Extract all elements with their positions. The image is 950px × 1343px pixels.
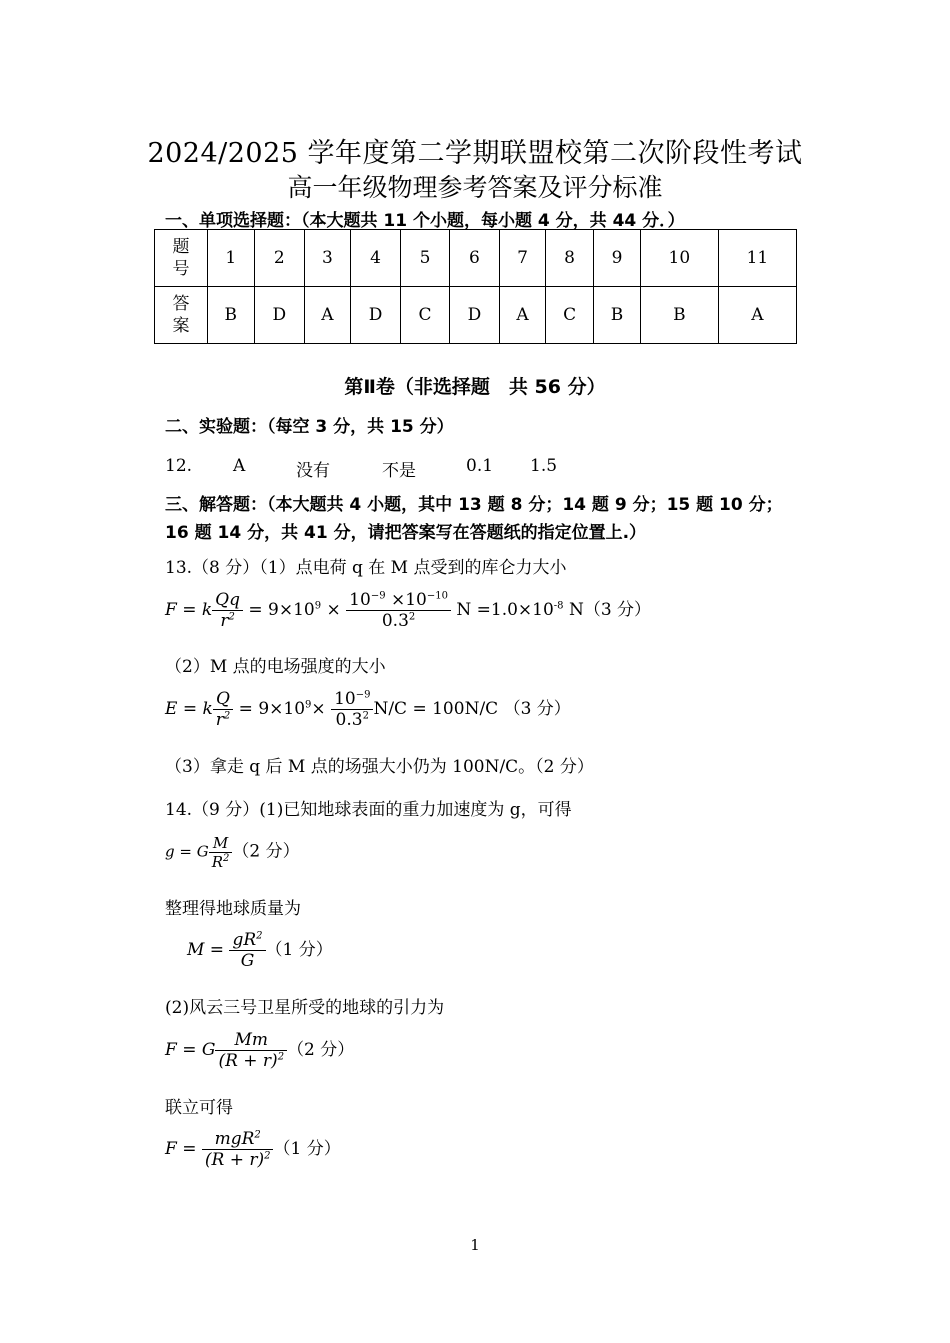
row-label-number: 题号 (155, 230, 208, 287)
table-cell: C (545, 287, 593, 344)
answer-table (154, 229, 797, 344)
row-label-answer: 答案 (155, 287, 208, 344)
q12-answer-1: A (233, 456, 246, 476)
q12-answer-2: 没有 (296, 461, 330, 481)
table-cell: 4 (350, 230, 400, 287)
section3-heading-line1: 三、解答题：（本大题共 4 小题，其中 13 题 8 分；14 题 9 分；15 题 10 分； (165, 495, 783, 515)
table-cell: 6 (449, 230, 499, 287)
q12-number: 12. (165, 456, 193, 476)
table-cell: A (305, 287, 351, 344)
table-cell: A (718, 287, 796, 344)
table-cell: 5 (401, 230, 449, 287)
table-cell: A (500, 287, 546, 344)
q14-f4-score: （1 分） (273, 1139, 341, 1159)
answer-sheet-page: 2024/2025 学年度第二学期联盟校第二次阶段性考试 高一年级物理参考答案及评分标准 一、单项选择题：（本大题共 11 个小题，每小题 4 分，共 44 分．） 题号 1 2 3 4 5 6 7 8 9 10 11 答案 B D A D C D A C B B A 第Ⅱ卷（非选择题 共 56 分） 二、实验题：（每空 3 分，共 15 分） 12. A 没有 不是 0.1 1.5 三、解答题：（本大题共 4 小题，其中 13 题 8 分；14 题 9 分；15 题 10 分； 16 题 14 分，共 41 分，请把答案写在答题纸的指定位置上.） 13.（8 分）（1）点电荷 q 在 M 点受到的库仑力大小 F = k $\frac{Qq}{r^2}$ = $9\times 10^9$ × $\frac{10^{-9} \times 10^{-10}}{0.3^2}$ $N =1.0\times 10^{-8}$ N（3 分） （2）M 点的电场强度的大小 E = k $\frac{Q}{r^2}$ = $9\times 10^9\times$ $\frac{10^{-9}}{0.3^2}$ N/C = 100N/C （3 分） （3）拿走 q 后 M 点的场强大小仍为 100N/C。（2 分） 14.（9 分）(1)已知地球表面的重力加速度为 g，可得 g = G $\frac{M}{R^2}$ （2 分） 整理得地球质量为 M = $\frac{gR^2}{G}$ （1 分） (2)风云三号卫星所受的地球的引力为 F = G $\frac{Mm}{(R + r)^2}$ （2 分） 联立可得 F = $\frac{mgR^2}{(R + r)^2}$ （1 分） 1 (0, 0, 950, 1343)
table-cell: C (401, 287, 449, 344)
q12-answer-4: 0.1 (466, 456, 494, 476)
table-cell: 11 (718, 230, 796, 287)
q13-part2: （2）M 点的电场强度的大小 (165, 657, 386, 677)
q12-answer-5: 1.5 (530, 456, 558, 476)
table-cell: D (350, 287, 400, 344)
table-cell: B (208, 287, 255, 344)
q13-intro: 13.（8 分）（1）点电荷 q 在 M 点受到的库仑力大小 (165, 558, 567, 578)
q14-part2: (2)风云三号卫星所受的地球的引力为 (165, 998, 445, 1018)
table-cell: B (640, 287, 718, 344)
page-number: 1 (470, 1236, 480, 1254)
table-cell: 3 (305, 230, 351, 287)
section1-heading: 一、单项选择题：（本大题共 11 个小题，每小题 4 分，共 44 分．） (165, 211, 685, 231)
table-cell: 10 (640, 230, 718, 287)
q14-text2: 联立可得 (165, 1098, 233, 1118)
q14-text1: 整理得地球质量为 (165, 899, 301, 919)
table-cell: 7 (500, 230, 546, 287)
table-cell: 2 (254, 230, 304, 287)
table-cell: 1 (208, 230, 255, 287)
q13-part3: （3）拿走 q 后 M 点的场强大小仍为 100N/C。（2 分） (165, 757, 594, 777)
table-cell: 8 (545, 230, 593, 287)
answer-row (155, 287, 797, 344)
q12-answer-3: 不是 (382, 461, 416, 481)
q14-f2-score: （1 分） (265, 940, 333, 960)
question-number-row (155, 230, 797, 287)
section2-heading: 二、实验题：（每空 3 分，共 15 分） (165, 417, 454, 437)
section3-heading-line2: 16 题 14 分，共 41 分，请把答案写在答题纸的指定位置上.） (165, 523, 647, 543)
q14-intro: 14.（9 分）(1)已知地球表面的重力加速度为 g，可得 (165, 800, 572, 820)
exam-title: 2024/2025 学年度第二学期联盟校第二次阶段性考试 (147, 138, 803, 169)
q14-f3-score: （2 分） (287, 1040, 355, 1060)
q13-f1-score: （3 分） (583, 600, 652, 620)
table-cell: 9 (594, 230, 641, 287)
table-cell: D (449, 287, 499, 344)
exam-subtitle: 高一年级物理参考答案及评分标准 (287, 173, 663, 202)
q14-f1-score: （2 分） (232, 841, 300, 862)
table-cell: D (254, 287, 304, 344)
q13-f2-score: （3 分） (503, 699, 571, 719)
section2-title: 第Ⅱ卷（非选择题 共 56 分） (344, 376, 606, 398)
table-cell: B (594, 287, 641, 344)
